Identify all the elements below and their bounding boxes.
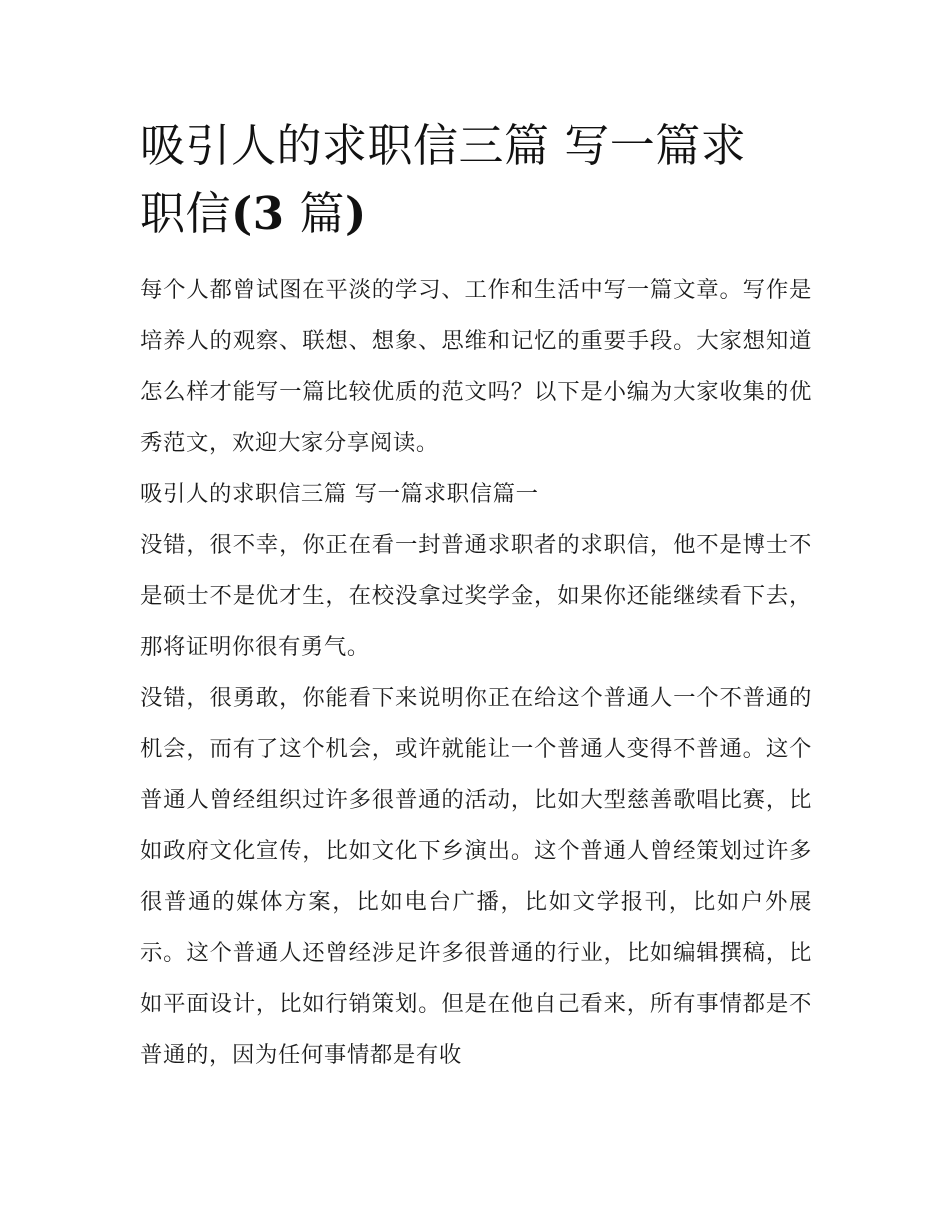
body-paragraph-1: 没错，很不幸，你正在看一封普通求职者的求职信，他不是博士不是硕士不是优才生，在校没拿过奖学金，如果你还能继续看下去，那将证明你很有勇气。 [140, 532, 812, 660]
title-line-2-part-a: 职信 [140, 187, 232, 240]
title-line-1: 吸引人的求职信三篇 写一篇求 [140, 119, 747, 172]
intro-paragraph: 每个人都曾试图在平淡的学习、工作和生活中写一篇文章。写作是培养人的观察、联想、想象、思维和记忆的重要手段。大家想知道怎么样才能写一篇比较优质的范文吗？以下是小编为大家收集的优秀范文，欢迎大家分享阅读。 [140, 277, 812, 456]
document-title [140, 112, 812, 248]
section-heading: 吸引人的求职信三篇 写一篇求职信篇一 [140, 481, 539, 507]
body-paragraph-2: 没错，很勇敢，你能看下来说明你正在给这个普通人一个不普通的机会，而有了这个机会，或许就能让一个普通人变得不普通。这个普通人曾经组织过许多很普通的活动，比如大型慈善歌唱比赛，比如政府文化宣传，比如文化下乡演出。这个普通人曾经策划过许多很普通的媒体方案，比如电台广播，比如文学报刊，比如户外展示。这个普通人还曾经涉足许多很普通的行业，比如编辑撰稿，比如平面设计，比如行销策划。但是在他自己看来，所有事情都是不普通的，因为任何事情都是有收 [140, 685, 812, 1068]
title-line-2-number: (3 [231, 187, 285, 240]
title-line-2-paren: ) [344, 187, 367, 240]
title-line-2-part-b: 篇 [284, 187, 345, 240]
document-content [140, 112, 812, 1081]
